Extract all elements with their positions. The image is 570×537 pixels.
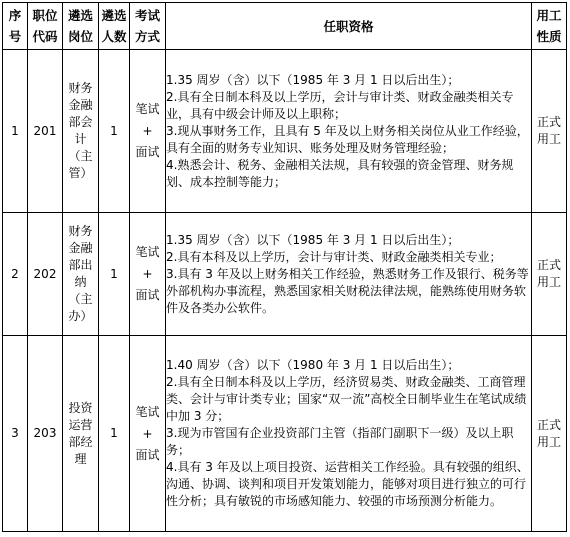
header-code: 职位 代码 — [28, 3, 63, 50]
header-exam: 考试 方式 — [130, 3, 166, 50]
table-row — [3, 213, 567, 336]
cell-code: 203 — [28, 336, 63, 532]
header-position: 遴选 岗位 — [63, 3, 99, 50]
cell-employment: 正式 用工 — [532, 213, 567, 336]
cell-exam: 笔试 + 面试 — [130, 213, 166, 336]
cell-position: 财务 金融 部会 计 （主 管） — [63, 50, 99, 213]
header-no: 序 号 — [3, 3, 28, 50]
cell-count: 1 — [99, 50, 130, 213]
cell-count: 1 — [99, 213, 130, 336]
recruitment-table — [2, 2, 567, 532]
table-row — [3, 50, 567, 213]
cell-exam: 笔试 + 面试 — [130, 336, 166, 532]
cell-code: 202 — [28, 213, 63, 336]
cell-requirements: 1.40 周岁（含）以下（1980 年 3 月 1 日以后出生）； 2.具有全日制本科及以上学历，经济贸易类、财政金融类、工商管理类、会计与审计类专业；国家“双一流”高校全日制毕业生在笔试成绩中加 3 分； 3.现为市管国有企业投资部门主管（指部门副职下一级）及以上职务； 4.具有 3 年及以上项目投资、运营相关工作经验。具有较强的组织、沟通、协调、谈判和项目开发策划能力，能够对项目进行独立的可行性分析；具有敏锐的市场感知能力、较强的市场预测分析能力。 — [166, 336, 532, 532]
cell-no: 1 — [3, 50, 28, 213]
cell-employment: 正式 用工 — [532, 336, 567, 532]
cell-count: 1 — [99, 336, 130, 532]
table-row — [3, 336, 567, 532]
header-requirements: 任职资格 — [166, 3, 532, 50]
cell-requirements: 1.35 周岁（含）以下（1985 年 3 月 1 日以后出生）； 2.具有全日制本科及以上学历，会计与审计类、财政金融类相关专业，具有中级会计师及以上职称； 3.现从事财务工作，且具有 5 年及以上财务相关岗位从业工作经验，具有全面的财务专业知识、账务处理及财务管理经验； 4.熟悉会计、税务、金融相关法规，具有较强的资金管理、财务规划、成本控制等能力； — [166, 50, 532, 213]
cell-code: 201 — [28, 50, 63, 213]
cell-requirements: 1.35 周岁（含）以下（1985 年 3 月 1 日以后出生）； 2.具有本科及以上学历，会计与审计类、财政金融类相关专业； 3.具有 3 年及以上财务相关工作经验，熟悉财务工作及银行、税务等外部机构办事流程，熟悉国家相关财税法律法规，能熟练使用财务软件及各类办公软件。 — [166, 213, 532, 336]
cell-position: 财务 金融 部出 纳 （主 办） — [63, 213, 99, 336]
cell-exam: 笔试 + 面试 — [130, 50, 166, 213]
cell-position: 投资 运营 部经 理 — [63, 336, 99, 532]
cell-no: 3 — [3, 336, 28, 532]
header-row — [3, 3, 567, 50]
cell-no: 2 — [3, 213, 28, 336]
cell-employment: 正式 用工 — [532, 50, 567, 213]
header-count: 遴选 人数 — [99, 3, 130, 50]
header-employment: 用工 性质 — [532, 3, 567, 50]
